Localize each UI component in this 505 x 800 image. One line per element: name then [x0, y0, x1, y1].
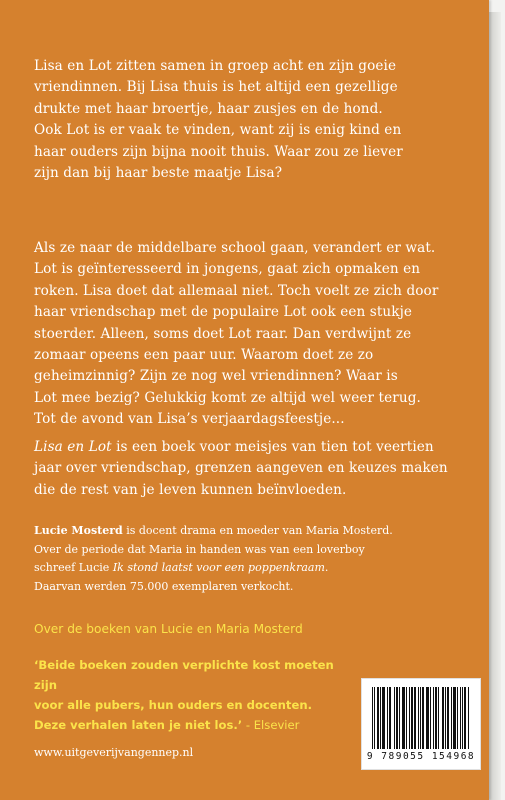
isbn-barcode	[361, 678, 481, 770]
barcode-bar	[468, 687, 469, 749]
blurb-line: haar ouders zijn bijna nooit thuis. Waar zou ze liever	[34, 143, 403, 160]
blurb-paragraph-3	[34, 437, 479, 501]
blurb-line: die de rest van je leven kunnen beïnvloeden.	[34, 481, 347, 498]
barcode-bar	[377, 687, 378, 749]
barcode-icon	[372, 687, 470, 749]
quote-source: - Elsevier	[242, 718, 300, 732]
barcode-bar	[428, 687, 429, 749]
blurb-line: Lot is geïnteresseerd in jongens, gaat zich opmaken en	[34, 261, 421, 278]
barcode-bar	[403, 687, 404, 749]
barcode-bar	[383, 687, 384, 749]
bio-line: is docent drama en moeder van Maria Mosterd.	[122, 524, 393, 537]
blurb-line: Ook Lot is er vaak te vinden, want zij is enig kind en	[34, 122, 402, 139]
quote-line: ‘Beide boeken zouden verplichte kost moeten zijn	[34, 658, 334, 692]
barcode-bar	[396, 687, 397, 749]
barcode-bar	[443, 687, 444, 749]
barcode-bar	[418, 687, 419, 749]
barcode-bar	[378, 687, 379, 749]
barcode-bar	[453, 687, 454, 749]
barcode-bar	[420, 687, 421, 749]
barcode-bar	[462, 687, 463, 749]
barcode-bar	[430, 687, 431, 749]
barcode-bar	[384, 687, 385, 749]
barcode-bar	[411, 687, 412, 749]
barcode-bar	[412, 687, 413, 749]
barcode-bar	[445, 687, 446, 749]
barcode-bar	[399, 687, 400, 749]
author-bio	[34, 522, 479, 596]
barcode-bar	[460, 687, 461, 749]
blurb-line: stoerder. Alleen, soms doet Lot raar. Dan verdwijnt ze	[34, 325, 412, 342]
blurb-line: drukte met haar broertje, haar zusjes en de hond.	[34, 100, 383, 117]
barcode-bar	[382, 687, 383, 749]
blurb-line: geheimzinnig? Zijn ze nog wel vriendinnen? Waar is	[34, 368, 398, 385]
reviews-heading: Over de boeken van Lucie en Maria Mosterd	[34, 622, 303, 636]
blurb-line: Tot de avond van Lisa’s verjaardagsfeestje...	[34, 411, 345, 428]
barcode-bar	[406, 687, 407, 749]
barcode-bar	[448, 687, 449, 749]
barcode-bar	[390, 687, 391, 749]
blurb-line: haar vriendschap met de populaire Lot ook een stukje	[34, 304, 413, 321]
barcode-bar	[414, 687, 415, 749]
blurb-line: Lisa en Lot zitten samen in groep acht en zijn goeie	[34, 58, 397, 74]
barcode-bar	[404, 687, 405, 749]
blurb-line: roken. Lisa doet dat allemaal niet. Toch voelt ze zich door	[34, 282, 439, 299]
barcode-bar	[465, 687, 466, 749]
bio-line: Over de periode dat Maria in handen was van een loverboy	[34, 542, 365, 556]
barcode-bar	[426, 687, 427, 749]
blurb-line: vriendinnen. Bij Lisa thuis is het altijd een gezellige	[34, 79, 398, 96]
quote-line: Deze verhalen laten je niet los.’	[34, 718, 243, 732]
blurb-paragraph-1	[34, 56, 479, 184]
other-book-title: Ik stond laatst voor een poppenkraam	[112, 561, 325, 574]
barcode-bar	[380, 687, 381, 749]
blurb-line: Als ze naar de middelbare school gaan, verandert er wat.	[34, 240, 436, 256]
barcode-bar	[427, 687, 428, 749]
review-quote	[34, 655, 354, 735]
barcode-bar	[397, 687, 398, 749]
barcode-bar	[389, 687, 390, 749]
bio-line: Daarvan werden 75.000 exemplaren verkocht.	[34, 579, 294, 593]
barcode-bar	[435, 687, 436, 749]
barcode-bar	[433, 687, 434, 749]
blurb-line: zomaar opeens een paar uur. Waarom doet ze zo	[34, 347, 374, 364]
barcode-bar	[374, 687, 375, 749]
blurb-line: jaar over vriendschap, grenzen aangeven en keuzes maken	[34, 460, 448, 477]
barcode-bar	[438, 687, 439, 749]
barcode-bar	[457, 687, 458, 749]
barcode-bar	[436, 687, 437, 749]
bio-line: .	[324, 561, 329, 574]
publisher-website[interactable]: www.uitgeverijvangennep.nl	[34, 746, 194, 759]
barcode-bar	[447, 687, 448, 749]
isbn-number: 9 789055 154968	[366, 751, 476, 762]
barcode-bar	[464, 687, 465, 749]
barcode-bar	[454, 687, 455, 749]
blurb-line: Lot mee bezig? Gelukkig komt ze altijd wel weer terug.	[34, 389, 421, 406]
barcode-bar	[394, 687, 395, 749]
barcode-bar	[422, 687, 423, 749]
bio-line: schreef Lucie	[34, 561, 113, 574]
barcode-bar	[387, 687, 388, 749]
page-edge	[489, 12, 501, 800]
blurb-line: is een boek voor meisjes van tien tot veertien	[111, 439, 434, 455]
barcode-bar	[442, 687, 443, 749]
quote-line: voor alle pubers, hun ouders en docenten.	[34, 698, 312, 712]
barcode-bar	[409, 687, 410, 749]
barcode-bar	[415, 687, 416, 749]
book-title: Lisa en Lot	[34, 439, 112, 455]
blurb-line: zijn dan bij haar beste maatje Lisa?	[34, 165, 283, 182]
barcode-bar	[423, 687, 424, 749]
barcode-bar	[451, 687, 452, 749]
author-name: Lucie Mosterd	[34, 524, 123, 537]
barcode-bar	[402, 687, 403, 749]
barcode-bar	[372, 687, 373, 749]
blurb-paragraph-2	[34, 238, 479, 431]
barcode-bar	[455, 687, 456, 749]
